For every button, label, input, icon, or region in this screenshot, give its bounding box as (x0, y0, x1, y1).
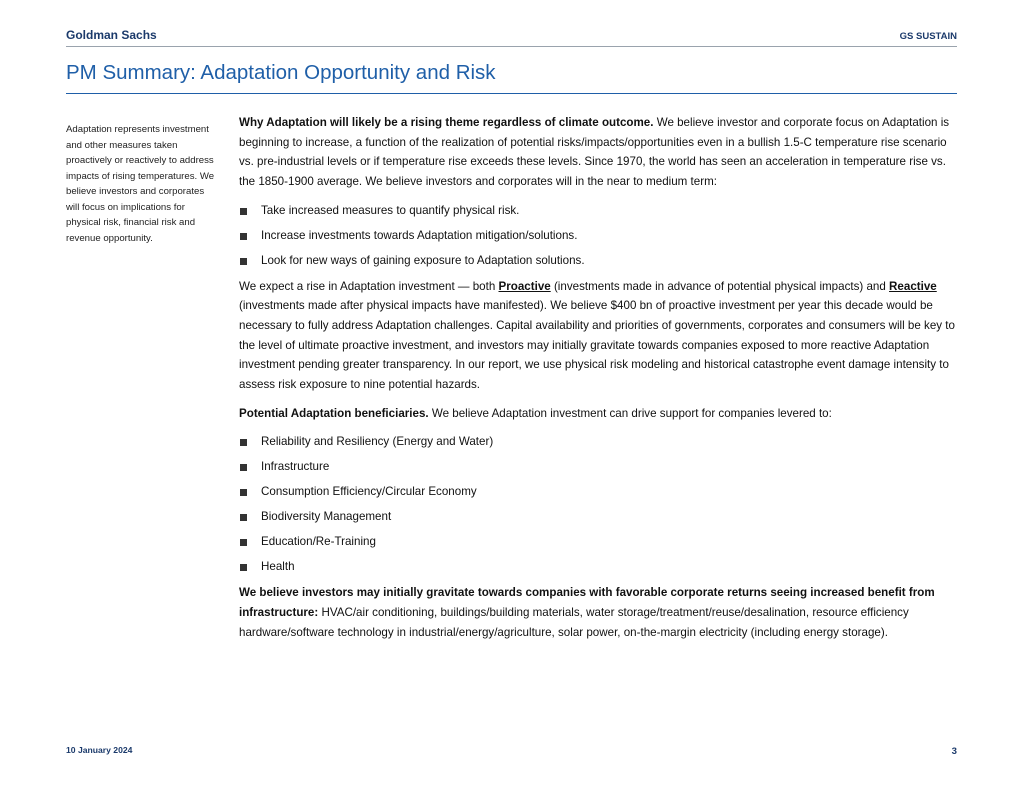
sidebar-note: Adaptation represents investment and other measures taken proactively or reactively to address impacts of rising temperatures. We believe investors and corporates will focus on implications for physical risk, financial risk and revenue opportunity. (66, 124, 215, 244)
list-item (239, 557, 959, 577)
list-item-text: Take increased measures to quantify physical risk. (261, 203, 520, 217)
proactive-term: Proactive (498, 279, 551, 293)
square-bullet-icon (240, 564, 247, 571)
list-item-text: Consumption Efficiency/Circular Economy (261, 485, 477, 499)
title-divider (66, 93, 957, 94)
paragraph-investment (239, 277, 959, 395)
square-bullet-icon (240, 489, 247, 496)
list-item (239, 532, 959, 552)
report-series: GS SUSTAIN (899, 31, 957, 42)
beneficiaries-list (239, 432, 959, 577)
brand-name: Goldman Sachs (66, 28, 157, 42)
list-item (239, 201, 959, 221)
main-content (239, 113, 959, 651)
list-item-text: Increase investments towards Adaptation mitigation/solutions. (261, 228, 578, 242)
square-bullet-icon (240, 258, 247, 265)
square-bullet-icon (240, 464, 247, 471)
square-bullet-icon (240, 514, 247, 521)
paragraph-lead: Potential Adaptation beneficiaries. (239, 406, 429, 420)
paragraph-body: We expect a rise in Adaptation investment — both (239, 279, 499, 293)
list-item-text: Education/Re-Training (261, 535, 376, 549)
list-item-text: Reliability and Resiliency (Energy and Water) (261, 435, 494, 449)
paragraph-lead: We believe investors may initially gravitate towards companies with favorable corporate returns seeing increased benefit from infrastructure: (239, 586, 935, 619)
paragraph-body: (investments made in advance of potential physical impacts) and (550, 279, 890, 293)
paragraph-body: (investments made after physical impacts have manifested). We believe $400 bn of proactive investment per year this decade would be necessary to fully address Adaptation challenges. Capital availability and priorities of governments, corporates and consumers will be key to the level of ultimate proactive investment, and investors may initially gravitate towards companies exposed to more reactive Adaptation investment pending greater transparency. In our report, we use physical risk modeling and historical catastrophe event damage intensity to assess risk exposure to nine potential hazards. (239, 299, 955, 392)
footer-date: 10 January 2024 (66, 745, 133, 755)
header-divider (66, 46, 957, 47)
square-bullet-icon (240, 439, 247, 446)
reactive-term: Reactive (889, 279, 937, 293)
list-item (239, 457, 959, 477)
page-title: PM Summary: Adaptation Opportunity and Risk (66, 61, 496, 84)
list-item (239, 226, 959, 246)
investor-actions-list (239, 201, 959, 271)
list-item (239, 251, 959, 271)
list-item (239, 482, 959, 502)
list-item-text: Health (261, 560, 295, 574)
square-bullet-icon (240, 208, 247, 215)
list-item-text: Look for new ways of gaining exposure to Adaptation solutions. (261, 253, 585, 267)
list-item (239, 507, 959, 527)
page-number: 3 (951, 746, 957, 757)
list-item-text: Biodiversity Management (261, 510, 392, 524)
square-bullet-icon (240, 233, 247, 240)
list-item-text: Infrastructure (261, 460, 330, 474)
square-bullet-icon (240, 539, 247, 546)
paragraph-why-adaptation (239, 113, 959, 192)
paragraph-lead: Why Adaptation will likely be a rising theme regardless of climate outcome. (239, 116, 654, 129)
paragraph-body: We believe investor and corporate focus on Adaptation is beginning to increase, a function of the realization of potential risks/impacts/opportunities even in a bullish 1.5-C temperature rise scenario vs. pre-industrial levels or if temperature rise exceeds these levels. Since 1970, the world has seen an acceleration in temperature rise vs. the 1850-1900 average. We believe investors and corporates will in the near to medium term: (239, 116, 950, 189)
list-item (239, 432, 959, 452)
paragraph-beneficiaries (239, 404, 959, 424)
paragraph-body: We believe Adaptation investment can drive support for companies levered to: (428, 406, 832, 420)
paragraph-body: HVAC/air conditioning, buildings/building materials, water storage/treatment/reuse/desalination, resource efficiency hardware/software technology in industrial/energy/agriculture, solar power, on-the-margin electricity (including energy storage). (239, 605, 909, 639)
paragraph-infrastructure (239, 583, 959, 642)
